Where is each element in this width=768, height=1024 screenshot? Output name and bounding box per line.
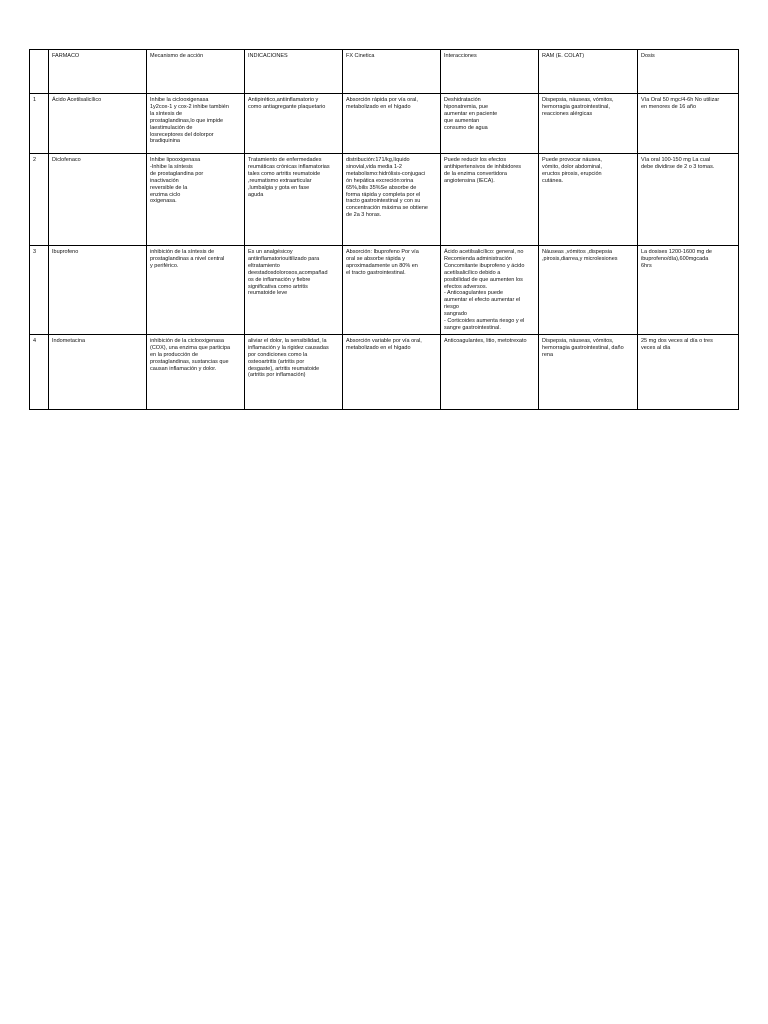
cell-mecanismo: inhibición de la ciclooxigenasa (COX), una enzima que participa en la producción de prostaglandinas, sustancias que causan inflamación y dolor. — [147, 334, 245, 409]
table-row — [30, 94, 739, 154]
header-cell-number — [30, 50, 49, 94]
cell-farmaco: Diclofenaco — [49, 154, 147, 246]
header-cell-cinetica: FX Cinetica — [343, 50, 441, 94]
header-row — [30, 50, 739, 94]
table-row — [30, 334, 739, 409]
cell-dosis: 25 mg dos veces al día o tres veces al día — [638, 334, 739, 409]
cell-ram: Dispepsia, náuseas, vómitos, hemorragia gastrointestinal, daño rena — [539, 334, 638, 409]
table-row — [30, 246, 739, 335]
cell-indicaciones: Antipirético,antiinflamatorio y como antiagregante plaquetario — [245, 94, 343, 154]
cell-number: 2 — [30, 154, 49, 246]
cell-interacciones: Ácido acetilsalicílico: general, no Recomienda administración Concomitante ibuprofeno y ácido acetilsalicílico debido a posibilidad de que aumenten los efectos adversos. - Anticoagulantes puede aumentar el efecto aumentar el riesgo sangrado - Corticoides aumenta riesgo y el sangre gastrointestinal. — [441, 246, 539, 335]
header-cell-ram: RAM (E. COLAT) — [539, 50, 638, 94]
cell-number: 4 — [30, 334, 49, 409]
drug-table — [29, 49, 739, 410]
cell-interacciones: Puede reducir los efectos antihipertensivos de inhibidores de la enzima convertidora angiotensina (IECA). — [441, 154, 539, 246]
cell-dosis: La dosises 1200-1600 mg de ibuprofeno/día),600mgcada 6hrs — [638, 246, 739, 335]
header-cell-farmaco: FARMACO — [49, 50, 147, 94]
cell-interacciones: Deshidratación hiponatremia, pue aumentar en paciente que aumentan consumo de agua — [441, 94, 539, 154]
cell-cinetica: Absorción: Ibuprofeno Por vía oral se absorbe rápida y aproximadamente un 80% en el tracto gastrointestinal. — [343, 246, 441, 335]
header-cell-dosis: Dosis — [638, 50, 739, 94]
table-row — [30, 154, 739, 246]
cell-farmaco: Ibuprofeno — [49, 246, 147, 335]
cell-ram: Náuseas ,vómitos ,dispepsia ,pirosis,diarrea,y microlesiones — [539, 246, 638, 335]
cell-indicaciones: Tratamiento de enfermedades reumáticas crónicas inflamatorias tales como artritis reumatoide ,reumatismo extraarticular ,lumbalgia y gota en fase aguda — [245, 154, 343, 246]
cell-number: 3 — [30, 246, 49, 335]
cell-ram: Dispepsia, náuseas, vómitos, hemorragia gastrointestinal, reacciones alérgicas — [539, 94, 638, 154]
cell-indicaciones: Es un analgésicoy antiinflamatoriouitilizado para eltratamiento deestadosdolorosos,acompañad os de inflamación y fiebre significativa como artritis reumatoide leve — [245, 246, 343, 335]
cell-mecanismo: Inhibe la ciclooxigenasa 1y2cox-1 y cox-2 inhibe también la síntesis de prostaglandinas,lo que impide laestimulación de losreceptores del dolorpor bradiquinina — [147, 94, 245, 154]
cell-farmaco: Ácido Acetilsalicílico — [49, 94, 147, 154]
cell-indicaciones: aliviar el dolor, la sensibilidad, la inflamación y la rigidez causadas por condiciones como la osteoartritis (artritis por desgaste), artritis reumatoide (artritis por inflamación) — [245, 334, 343, 409]
cell-dosis: Vía Oral 50 mgc/4-6h No utilizar en menores de 16 año — [638, 94, 739, 154]
cell-dosis: Vía oral 100-150 mg La cual debe dividirse de 2 o 3 tomas. — [638, 154, 739, 246]
cell-ram: Puede provocar náusea, vómito, dolor abdominal, eructos pirosis, erupción cutánea. — [539, 154, 638, 246]
header-cell-interacciones: Interacciones — [441, 50, 539, 94]
cell-farmaco: Indometacina — [49, 334, 147, 409]
cell-mecanismo: Inhibe lipooxigenasa -Inhibe la síntesis de prostaglandina por inactivación reversible de la enzima ciclo oxigenasa. — [147, 154, 245, 246]
cell-interacciones: Anticoagulantes, litio, metotrexato — [441, 334, 539, 409]
cell-mecanismo: inhibición de la síntesis de prostaglandinas a nivel central y periférico. — [147, 246, 245, 335]
cell-cinetica: Absorción variable por vía oral, metabolizado en el hígado — [343, 334, 441, 409]
cell-cinetica: Absorción rápida por vía oral, metabolizado en el hígado — [343, 94, 441, 154]
cell-cinetica: distribución:171/kg,líquido sinovial,vida media 1-2 metabolismo:hidrólisis-conjugaci ón hepática excreción:orina 65%,bilis 35%Se absorbe de forma rápida y completa por el tracto gastrointestinal y con su concentración máxima se obtiene de 2a 3 horas. — [343, 154, 441, 246]
header-cell-indicaciones: INDICACIONES — [245, 50, 343, 94]
cell-number: 1 — [30, 94, 49, 154]
header-cell-mecanismo: Mecanismo de acción — [147, 50, 245, 94]
